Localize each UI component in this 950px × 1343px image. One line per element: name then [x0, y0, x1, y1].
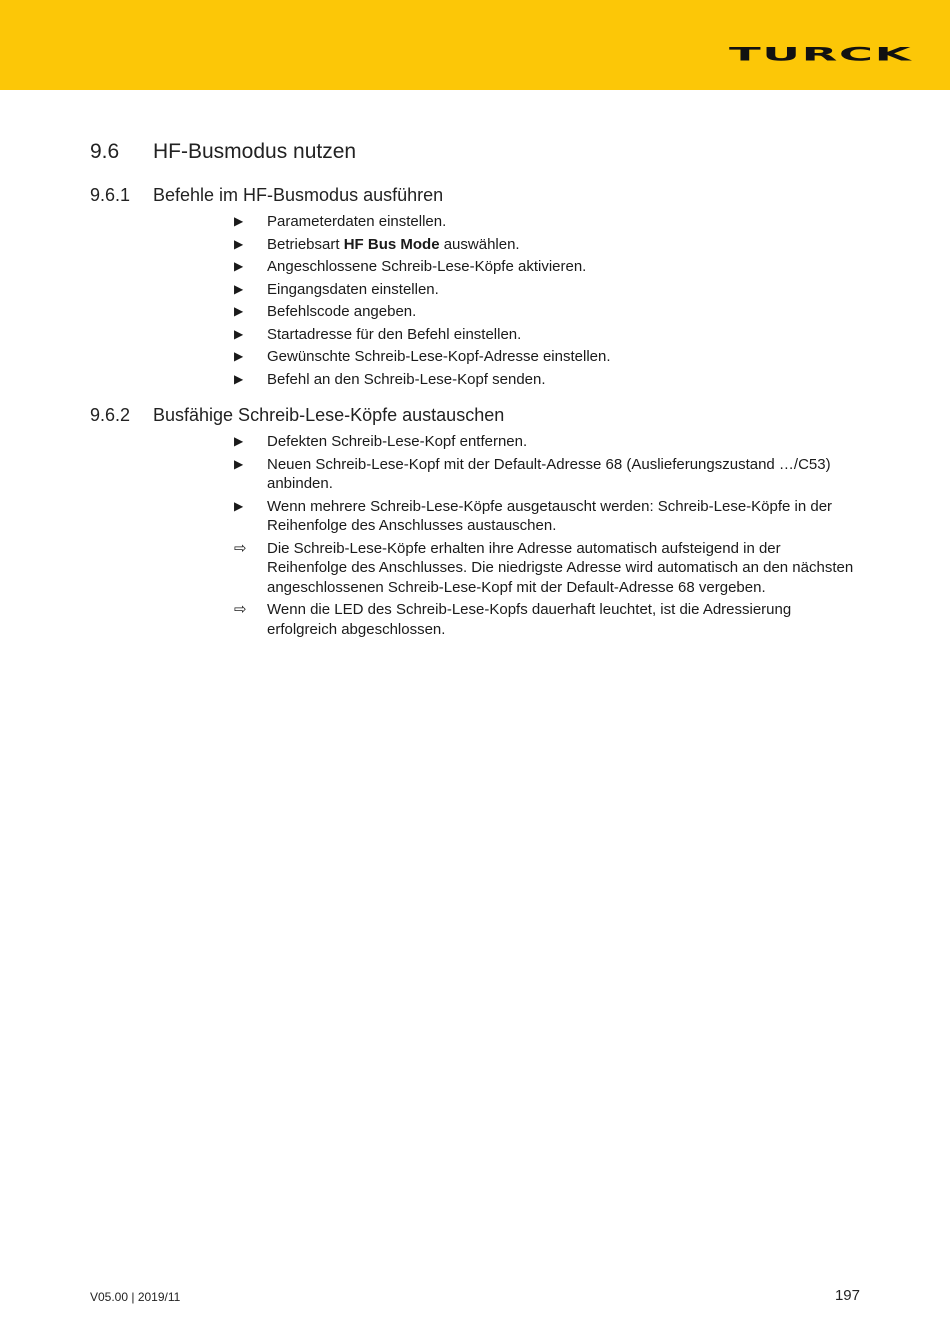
result-item — [233, 539, 863, 598]
triangle-right-icon: ▶ — [234, 236, 244, 251]
subsection-heading-1 — [90, 185, 443, 206]
subsection-number: 9.6.2 — [90, 405, 131, 425]
step-list-1 — [233, 212, 863, 392]
step-text: Parameterdaten einstellen. — [267, 213, 447, 230]
step-text: Befehl an den Schreib-Lese-Kopf senden. — [267, 370, 546, 388]
step-text: Befehlscode angeben. — [267, 303, 417, 320]
triangle-right-icon: ▶ — [234, 281, 244, 296]
subsection-title: Busfähige Schreib-Lese-Köpfe austauschen — [153, 405, 505, 425]
triangle-right-icon: ▶ — [234, 214, 244, 228]
list-item — [233, 497, 863, 536]
list-item — [233, 257, 863, 277]
subsection-number: 9.6.1 — [90, 185, 131, 205]
triangle-right-icon: ▶ — [234, 456, 244, 471]
triangle-right-icon: ▶ — [234, 349, 244, 363]
turck-logo: TURCK — [728, 43, 912, 66]
step-text: auswählen. — [439, 235, 520, 253]
footer-version: V05.00 | 2019/11 — [90, 1290, 181, 1304]
list-item — [233, 347, 863, 367]
list-item — [233, 235, 863, 255]
list-item — [233, 302, 863, 322]
step-text: Gewünschte Schreib-Lese-Kopf-Adresse einstellen. — [267, 348, 611, 365]
list-item — [233, 325, 863, 345]
step-text: Defekten Schreib-Lese-Kopf entfernen. — [267, 433, 528, 450]
result-text: Die Schreib-Lese-Köpfe erhalten ihre Adresse automatisch aufsteigend in der Reihenfolge des Anschlusses. Die niedrigste Adresse wird automatisch an den nächsten angeschlossenen Schreib-Lese-Kopf mit der Default-Adresse 68 vergeben. — [267, 539, 854, 596]
step-text: Betriebsart — [267, 235, 344, 253]
list-item — [233, 432, 863, 452]
subsection-title: Befehle im HF-Busmodus ausführen — [153, 185, 444, 205]
triangle-right-icon: ▶ — [234, 304, 244, 318]
step-text: Wenn mehrere Schreib-Lese-Köpfe ausgetauscht werden: Schreib-Lese-Köpfe in der Reihenfolge des Anschlusses austauschen. — [267, 497, 833, 534]
list-item — [233, 212, 863, 232]
outline-arrow-right-icon: ⇨ — [234, 539, 247, 557]
result-item — [233, 600, 863, 639]
outline-arrow-right-icon: ⇨ — [234, 601, 247, 618]
section-title: HF-Busmodus nutzen — [153, 140, 357, 163]
result-text: Wenn die LED des Schreib-Lese-Kopfs dauerhaft leuchtet, ist die Adressierung erfolgreich abgeschlossen. — [267, 601, 792, 638]
list-item — [233, 280, 863, 300]
triangle-right-icon: ▶ — [234, 259, 244, 273]
mode-name: HF Bus Mode — [343, 235, 440, 253]
section-heading — [90, 140, 356, 164]
triangle-right-icon: ▶ — [234, 434, 244, 448]
triangle-right-icon: ▶ — [234, 371, 244, 386]
section-number: 9.6 — [90, 140, 120, 163]
subsection-heading-2 — [90, 405, 504, 426]
step-text: Angeschlossene Schreib-Lese-Köpfe aktivieren. — [267, 258, 587, 275]
triangle-right-icon: ▶ — [234, 326, 244, 341]
list-item — [233, 455, 863, 494]
step-text: Neuen Schreib-Lese-Kopf mit der Default-Adresse 68 (Auslieferungszustand …/C53) anbinden. — [267, 455, 831, 492]
triangle-right-icon: ▶ — [234, 498, 244, 513]
step-list-2 — [233, 432, 863, 642]
step-text: Startadresse für den Befehl einstellen. — [267, 325, 522, 343]
page-number: 197 — [834, 1287, 860, 1304]
list-item — [233, 370, 863, 390]
step-text: Eingangsdaten einstellen. — [267, 280, 439, 298]
